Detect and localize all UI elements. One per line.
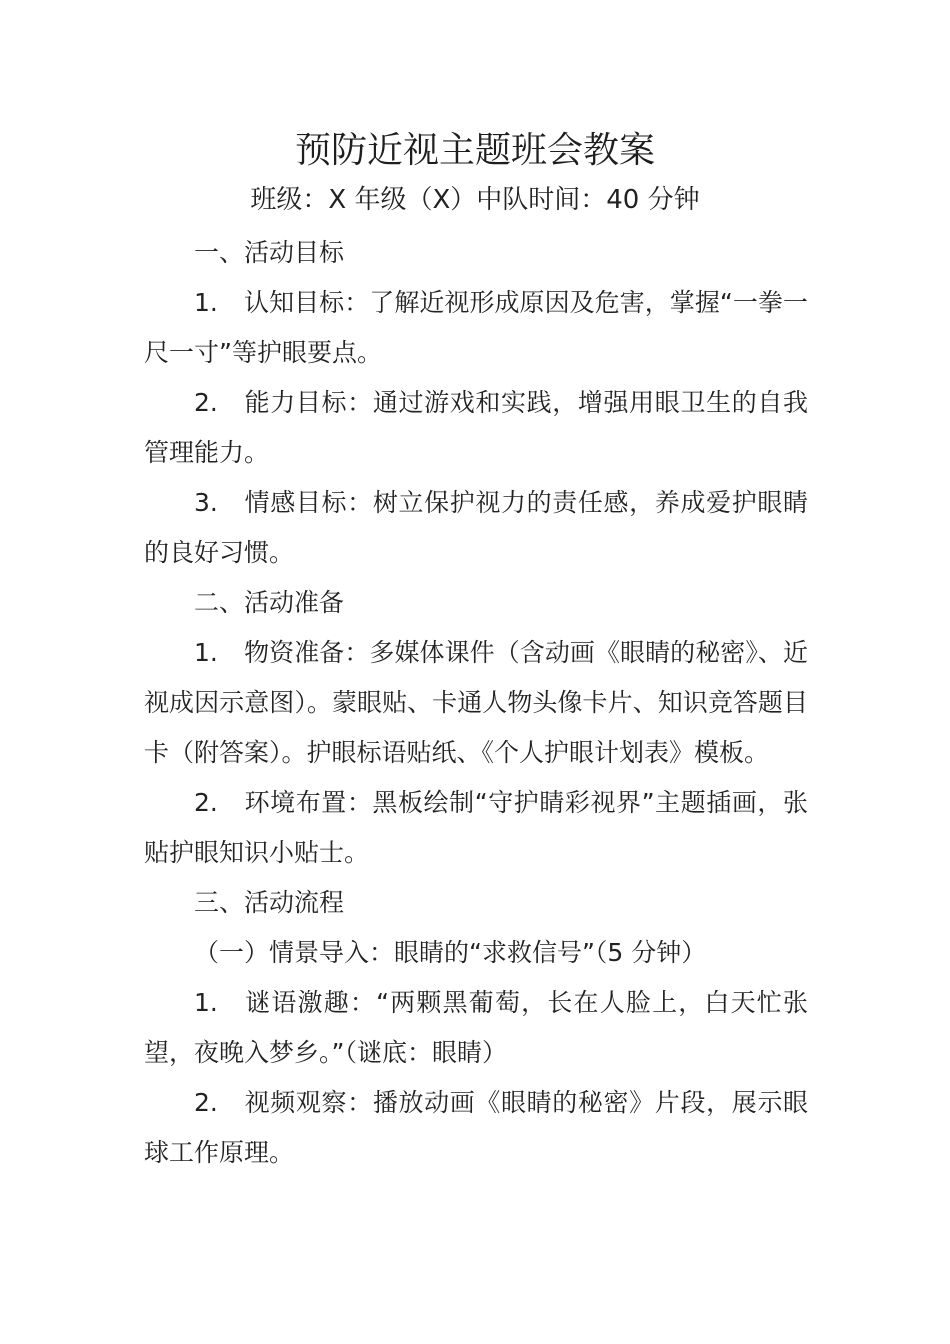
list-number: 3. <box>194 488 218 517</box>
section-heading-preparation: 二、活动准备 <box>194 588 345 617</box>
list-item <box>144 478 808 578</box>
section-heading-process: 三、活动流程 <box>194 888 345 917</box>
document-title: 预防近视主题班会教案 <box>294 130 655 171</box>
list-item-text: 谜语激趣：“两颗黑葡萄，长在人脸上，白天忙张望，夜晚入梦乡。”（谜底：眼睛） <box>144 988 808 1067</box>
list-item <box>144 778 808 878</box>
list-item <box>144 278 808 378</box>
list-item <box>144 378 808 478</box>
list-number: 1. <box>194 288 218 317</box>
list-number: 1. <box>194 988 218 1017</box>
list-item <box>144 978 808 1078</box>
list-number: 2. <box>194 1088 218 1117</box>
list-number: 2. <box>194 788 218 817</box>
list-item-text: 认知目标：了解近视形成原因及危害，掌握“一拳一尺一寸”等护眼要点。 <box>144 288 808 367</box>
document-body <box>144 228 808 1178</box>
list-item-text: 视频观察：播放动画《眼睛的秘密》片段，展示眼球工作原理。 <box>144 1088 808 1167</box>
list-item-text: 能力目标：通过游戏和实践，增强用眼卫生的自我管理能力。 <box>144 388 808 467</box>
list-number: 1. <box>194 638 218 667</box>
list-item-text: 环境布置：黑板绘制“守护睛彩视界”主题插画，张贴护眼知识小贴士。 <box>144 788 808 867</box>
list-number: 2. <box>194 388 218 417</box>
list-item-text: 物资准备：多媒体课件（含动画《眼睛的秘密》、近视成因示意图）。蒙眼贴、卡通人物头像卡片、知识竞答题目卡（附答案）。护眼标语贴纸、《个人护眼计划表》模板。 <box>144 638 808 767</box>
list-item <box>144 628 808 778</box>
subsection-heading: （一）情景导入：眼睛的“求救信号”（5 分钟） <box>194 938 707 967</box>
section-heading-goals: 一、活动目标 <box>194 238 345 267</box>
list-item-text: 情感目标：树立保护视力的责任感，养成爱护眼睛的良好习惯。 <box>144 488 808 567</box>
list-item <box>144 1078 808 1178</box>
document-subtitle: 班级：X 年级（X）中队时间：40 分钟 <box>250 185 700 215</box>
